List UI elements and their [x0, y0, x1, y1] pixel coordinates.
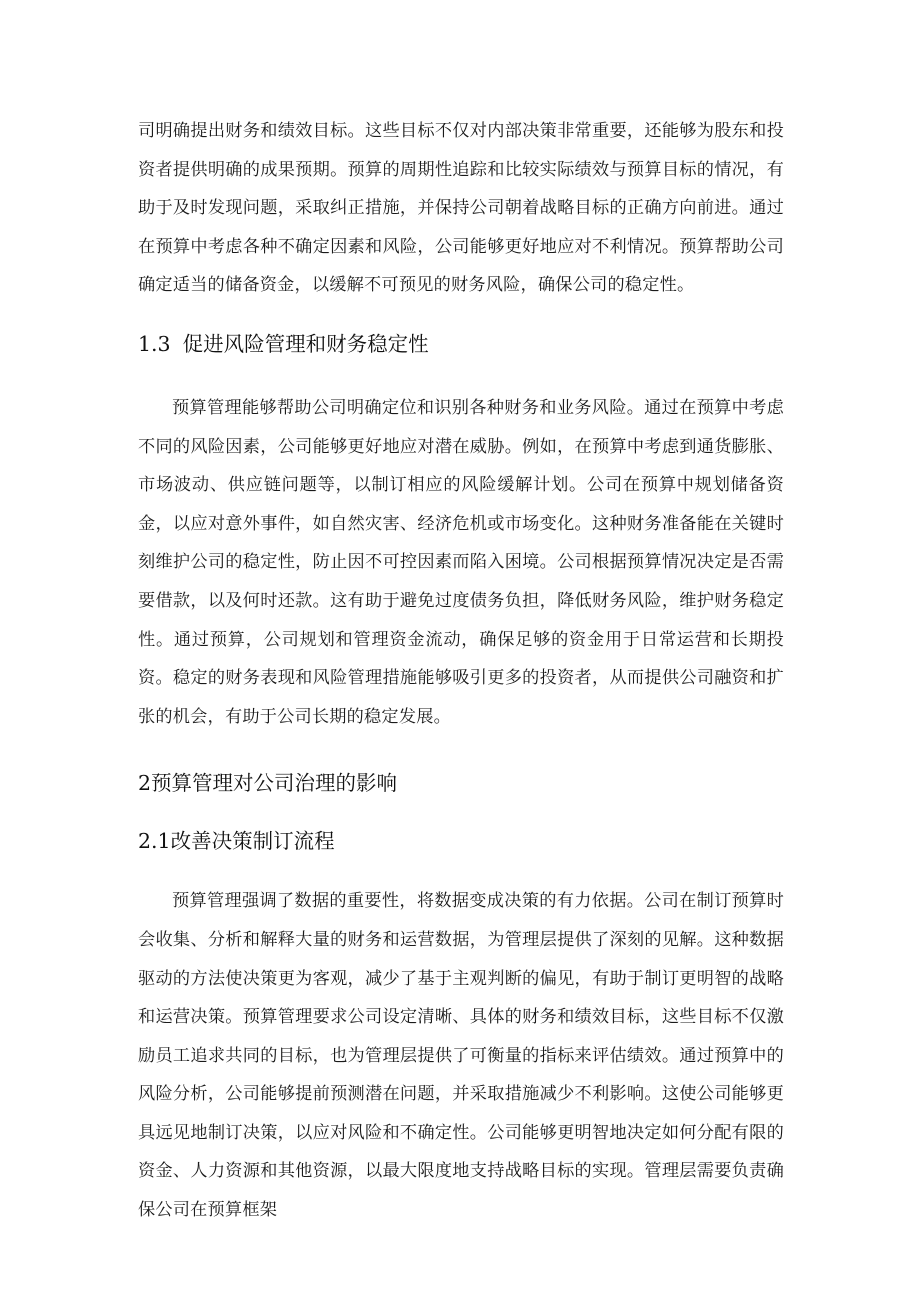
document-page	[138, 112, 784, 1230]
paragraph-section-1-3: 预算管理能够帮助公司明确定位和识别各种财务和业务风险。通过在预算中考虑不同的风险因素，公司能够更好地应对潜在威胁。例如，在预算中考虑到通货膨胀、市场波动、供应链问题等，以制订相应的风险缓解计划。公司在预算中规划储备资金，以应对意外事件，如自然灾害、经济危机或市场变化。这种财务准备能在关键时刻维护公司的稳定性，防止因不可控因素而陷入困境。公司根据预算情况决定是否需要借款，以及何时还款。这有助于避免过度债务负担，降低财务风险，维护财务稳定性。通过预算，公司规划和管理资金流动，确保足够的资金用于日常运营和长期投资。稳定的财务表现和风险管理措施能够吸引更多的投资者，从而提供公司融资和扩张的机会，有助于公司长期的稳定发展。	[138, 397, 784, 727]
section-heading-1-3	[138, 329, 784, 359]
section-number: 1.3	[138, 331, 171, 356]
section-title: 促进风险管理和财务稳定性	[182, 331, 429, 356]
section-heading-2-1: 2.1改善决策制订流程	[138, 829, 335, 854]
paragraph-intro: 司明确提出财务和绩效目标。这些目标不仅对内部决策非常重要，还能够为股东和投资者提供明确的成果预期。预算的周期性追踪和比较实际绩效与预算目标的情况，有助于及时发现问题，采取纠正措施，并保持公司朝着战略目标的正确方向前进。通过在预算中考虑各种不确定因素和风险，公司能够更好地应对不利情况。预算帮助公司确定适当的储备资金，以缓解不可预见的财务风险，确保公司的稳定性。	[138, 121, 784, 296]
section-heading-2: 2预算管理对公司治理的影响	[138, 771, 398, 796]
paragraph-section-2-1: 预算管理强调了数据的重要性，将数据变成决策的有力依据。公司在制订预算时会收集、分析和解释大量的财务和运营数据，为管理层提供了深刻的见解。这种数据驱动的方法使决策更为客观，减少了基于主观判断的偏见，有助于制订更明智的战略和运营决策。预算管理要求公司设定清晰、具体的财务和绩效目标，这些目标不仅激励员工追求共同的目标，也为管理层提供了可衡量的指标来评估绩效。通过预算中的风险分析，公司能够提前预测潜在问题，并采取措施减少不利影响。这使公司能够更具远见地制订决策，以应对风险和不确定性。公司能够更明智地决定如何分配有限的资金、人力资源和其他资源，以最大限度地支持战略目标的实现。管理层需要负责确保公司在预算框架	[138, 891, 784, 1221]
